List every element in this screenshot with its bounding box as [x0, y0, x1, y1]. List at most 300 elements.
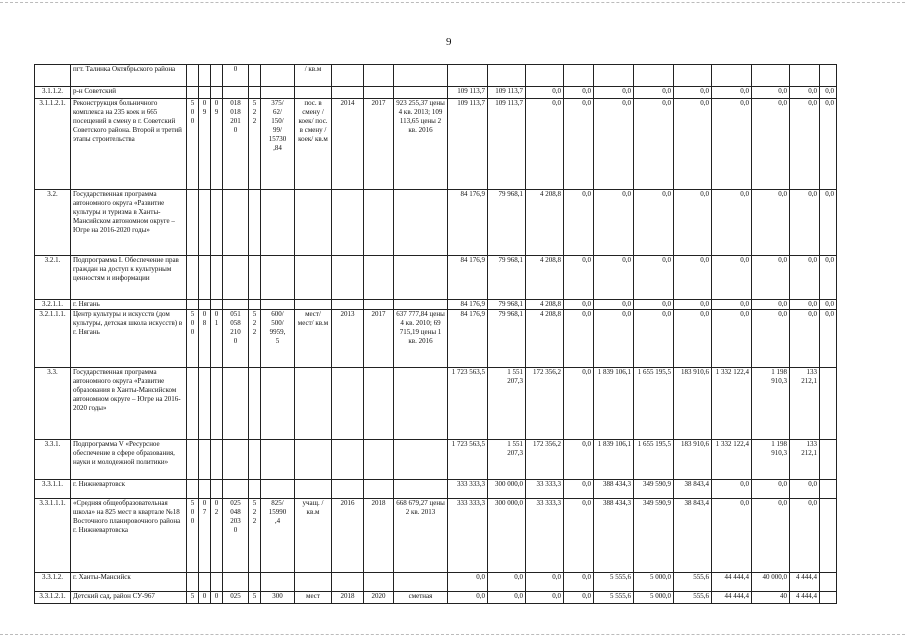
- table-cell: 0 9: [211, 99, 223, 190]
- table-row: [35, 368, 837, 440]
- table-cell: [199, 480, 211, 499]
- table-cell: 84 176,9: [448, 310, 488, 368]
- row-name-cell: Реконструкция больничного комплекса на 235 коек и 665 посещений в смену в г. Советский Советского района. Второй и третий этапы строительства: [71, 99, 187, 190]
- table-cell: [332, 480, 364, 499]
- table-cell: 300 000,0: [488, 480, 526, 499]
- table-cell: 0,0: [634, 300, 674, 310]
- table-cell: 2018: [364, 499, 394, 573]
- table-cell: 109 113,7: [448, 87, 488, 99]
- table-cell: [249, 256, 261, 300]
- table-cell: 2017: [364, 310, 394, 368]
- table-cell: [249, 87, 261, 99]
- table-cell: 0 7: [199, 499, 211, 573]
- table-cell: 0,0: [820, 87, 837, 99]
- table-row: [35, 256, 837, 300]
- table-cell: [223, 440, 249, 480]
- table-cell: 5 000,0: [634, 573, 674, 592]
- page-bottom-edge: [0, 634, 905, 635]
- table-cell: 0,0: [634, 310, 674, 368]
- table-cell: 109 113,7: [448, 99, 488, 190]
- table-cell: 2020: [364, 592, 394, 604]
- table-cell: [364, 300, 394, 310]
- table-cell: 0,0: [526, 573, 564, 592]
- table-cell: 4 444,4: [790, 592, 820, 604]
- table-cell: 5 000,0: [634, 592, 674, 604]
- table-cell: 300: [261, 592, 295, 604]
- table-cell: [364, 65, 394, 87]
- table-cell: 0,0: [752, 310, 790, 368]
- table-cell: [187, 300, 199, 310]
- table-row: [35, 592, 837, 604]
- row-name-cell: г. Нижневартовск: [71, 480, 187, 499]
- table-cell: 1 551 207,3: [488, 440, 526, 480]
- table-cell: [211, 368, 223, 440]
- table-cell: 1 839 106,1: [594, 440, 634, 480]
- row-name-cell: г. Ханты-Мансийск: [71, 573, 187, 592]
- table-cell: 0,0: [752, 256, 790, 300]
- table-cell: [249, 573, 261, 592]
- table-cell: 5 0 0: [187, 499, 199, 573]
- table-cell: [394, 573, 448, 592]
- table-cell: 0,0: [712, 310, 752, 368]
- row-code-cell: 3.3.1.1.: [35, 480, 71, 499]
- table-cell: [249, 440, 261, 480]
- table-cell: [199, 190, 211, 256]
- table-cell: [332, 300, 364, 310]
- table-cell: [223, 300, 249, 310]
- table-cell: 0,0: [564, 190, 594, 256]
- table-cell: 0,0: [564, 87, 594, 99]
- table-row: [35, 499, 837, 573]
- table-cell: [394, 256, 448, 300]
- table-cell: 79 968,1: [488, 300, 526, 310]
- table-cell: 0,0: [564, 499, 594, 573]
- table-cell: [187, 256, 199, 300]
- table-cell: [332, 190, 364, 256]
- table-cell: [394, 190, 448, 256]
- table-cell: 1 655 195,5: [634, 368, 674, 440]
- table-cell: 183 910,6: [674, 368, 712, 440]
- table-cell: [820, 592, 837, 604]
- table-cell: 0,0: [712, 300, 752, 310]
- table-cell: 0,0: [752, 99, 790, 190]
- table-cell: [295, 256, 332, 300]
- table-cell: 025: [223, 592, 249, 604]
- table-cell: 1 723 563,5: [448, 440, 488, 480]
- table-cell: 84 176,9: [448, 190, 488, 256]
- table-cell: 0,0: [712, 99, 752, 190]
- table-cell: 349 590,9: [634, 499, 674, 573]
- table-cell: 0,0: [674, 190, 712, 256]
- table-cell: 0 9: [199, 99, 211, 190]
- table-cell: мест: [295, 592, 332, 604]
- row-code-cell: 3.2.1.1.1.: [35, 310, 71, 368]
- table-cell: 025 048 203 0: [223, 499, 249, 573]
- table-cell: 84 176,9: [448, 300, 488, 310]
- table-cell: [394, 87, 448, 99]
- table-cell: 5 555,6: [594, 573, 634, 592]
- table-cell: 388 434,3: [594, 480, 634, 499]
- table-row: [35, 440, 837, 480]
- table-cell: [187, 87, 199, 99]
- row-code-cell: 3.2.: [35, 190, 71, 256]
- table-cell: [211, 300, 223, 310]
- table-cell: 0,0: [752, 300, 790, 310]
- table-cell: 0,0: [790, 99, 820, 190]
- table-cell: 84 176,9: [448, 256, 488, 300]
- table-cell: [199, 368, 211, 440]
- table-cell: [295, 87, 332, 99]
- table-cell: 0,0: [752, 190, 790, 256]
- table-cell: [364, 440, 394, 480]
- table-cell: [199, 300, 211, 310]
- table-cell: 0,0: [594, 300, 634, 310]
- table-cell: 0,0: [820, 99, 837, 190]
- table-cell: 5 2 2: [249, 499, 261, 573]
- table-cell: 0,0: [790, 480, 820, 499]
- table-cell: 79 968,1: [488, 310, 526, 368]
- table-cell: 300 000,0: [488, 499, 526, 573]
- table-cell: [211, 87, 223, 99]
- table-cell: 0 8: [199, 310, 211, 368]
- table-cell: [249, 65, 261, 87]
- page-top-edge: [0, 2, 905, 3]
- table-cell: 0,0: [564, 99, 594, 190]
- table-cell: [211, 256, 223, 300]
- table-cell: 388 434,3: [594, 499, 634, 573]
- table-cell: 5 0 0: [187, 99, 199, 190]
- table-cell: 0,0: [634, 190, 674, 256]
- table-cell: [526, 65, 564, 87]
- table-cell: 0 1: [211, 310, 223, 368]
- table-cell: 333 333,3: [448, 499, 488, 573]
- table-cell: 0,0: [594, 87, 634, 99]
- table-cell: [223, 256, 249, 300]
- table-cell: [820, 480, 837, 499]
- table-cell: 1 839 106,1: [594, 368, 634, 440]
- table-cell: 637 777,84 цены 4 кв. 2010; 69 715,19 цены 1 кв. 2016: [394, 310, 448, 368]
- table-cell: [394, 300, 448, 310]
- table-cell: [223, 87, 249, 99]
- table-cell: [211, 573, 223, 592]
- table-cell: [261, 300, 295, 310]
- table-cell: [211, 480, 223, 499]
- table-cell: [199, 87, 211, 99]
- table-cell: 0,0: [564, 368, 594, 440]
- table-cell: [199, 573, 211, 592]
- table-cell: 0,0: [594, 256, 634, 300]
- table-cell: [261, 65, 295, 87]
- table-row: [35, 573, 837, 592]
- table-cell: 0,0: [674, 87, 712, 99]
- table-cell: [332, 573, 364, 592]
- table-cell: [364, 573, 394, 592]
- table-cell: 0,0: [526, 87, 564, 99]
- table-cell: 5 0 0: [187, 310, 199, 368]
- table-cell: 668 679,27 цены 2 кв. 2013: [394, 499, 448, 573]
- table-cell: 5 2 2: [249, 99, 261, 190]
- table-cell: 183 910,6: [674, 440, 712, 480]
- table-cell: [564, 65, 594, 87]
- table-cell: [752, 65, 790, 87]
- table-cell: [295, 368, 332, 440]
- table-row: [35, 310, 837, 368]
- table-cell: 0,0: [712, 499, 752, 573]
- table-cell: [394, 65, 448, 87]
- table-cell: [820, 368, 837, 440]
- table-cell: [594, 65, 634, 87]
- table-cell: [295, 573, 332, 592]
- table-cell: [332, 440, 364, 480]
- table-cell: [448, 65, 488, 87]
- table-cell: 0,0: [564, 592, 594, 604]
- table-cell: [261, 87, 295, 99]
- table-cell: [187, 190, 199, 256]
- table-cell: [199, 65, 211, 87]
- table-cell: 109 113,7: [488, 99, 526, 190]
- table-row: [35, 300, 837, 310]
- table-cell: 018 018 201 0: [223, 99, 249, 190]
- row-code-cell: 3.3.1.1.1.: [35, 499, 71, 573]
- table-cell: [332, 368, 364, 440]
- table-cell: 0 2: [211, 499, 223, 573]
- table-cell: 0,0: [674, 310, 712, 368]
- row-name-cell: Государственная программа автономного округа «Развитие образования в Ханты-Мансийском автономном округе – Югре на 2016-2020 годы»: [71, 368, 187, 440]
- table-cell: 051 058 210 0: [223, 310, 249, 368]
- table-cell: [223, 573, 249, 592]
- table-cell: 0,0: [594, 310, 634, 368]
- table-cell: [295, 480, 332, 499]
- row-name-cell: «Средняя общеобразовательная школа» на 825 мест в квартале №18 Восточного планировочного района г. Нижневартовска: [71, 499, 187, 573]
- table-cell: 555,6: [674, 573, 712, 592]
- table-cell: 1 332 122,4: [712, 440, 752, 480]
- table-cell: 0,0: [752, 480, 790, 499]
- table-cell: [261, 573, 295, 592]
- table-cell: [211, 440, 223, 480]
- table-cell: 5: [187, 592, 199, 604]
- table-cell: [295, 440, 332, 480]
- row-code-cell: 3.3.1.2.1.: [35, 592, 71, 604]
- table-cell: 2014: [332, 99, 364, 190]
- table-cell: 0,0: [564, 256, 594, 300]
- row-name-cell: Подпрограмма V «Ресурсное обеспечение в сфере образования, науки и молодежной политики»: [71, 440, 187, 480]
- table-cell: 825/ 15990 ,4: [261, 499, 295, 573]
- row-name-cell: Подпрограмма I. Обеспечение прав граждан на доступ к культурным ценностям и информации: [71, 256, 187, 300]
- table-cell: 0,0: [790, 190, 820, 256]
- table-cell: 5: [249, 592, 261, 604]
- table-row: [35, 65, 837, 87]
- row-code-cell: 3.1.1.2.: [35, 87, 71, 99]
- table-cell: 1 332 122,4: [712, 368, 752, 440]
- table-cell: [820, 499, 837, 573]
- table-row: [35, 87, 837, 99]
- table-cell: [211, 65, 223, 87]
- table-cell: [394, 368, 448, 440]
- table-cell: 333 333,3: [448, 480, 488, 499]
- table-cell: [223, 368, 249, 440]
- row-name-cell: Центр культуры и искусств (дом культуры, детская школа искусств) в г. Нягань: [71, 310, 187, 368]
- table-cell: 33 333,3: [526, 480, 564, 499]
- table-cell: 4 208,8: [526, 190, 564, 256]
- table-cell: 2016: [332, 499, 364, 573]
- table-cell: 4 208,8: [526, 310, 564, 368]
- table-cell: 0,0: [488, 592, 526, 604]
- table-cell: 79 968,1: [488, 190, 526, 256]
- table-cell: [364, 480, 394, 499]
- table-cell: 0,0: [820, 310, 837, 368]
- row-name-cell: Государственная программа автономного округа «Развитие культуры и туризма в Ханты-Мансийском автономном округе – Югре на 2016-2020 годы»: [71, 190, 187, 256]
- table-cell: [187, 65, 199, 87]
- table-cell: 4 208,8: [526, 256, 564, 300]
- table-cell: 2017: [364, 99, 394, 190]
- table-cell: [261, 440, 295, 480]
- table-row: [35, 190, 837, 256]
- table-cell: 40 000,0: [752, 573, 790, 592]
- table-cell: [249, 190, 261, 256]
- table-cell: 0,0: [820, 256, 837, 300]
- table-cell: 0,0: [594, 190, 634, 256]
- table-cell: 0,0: [634, 256, 674, 300]
- table-cell: 0,0: [712, 87, 752, 99]
- table-cell: 0,0: [564, 310, 594, 368]
- table-cell: 109 113,7: [488, 87, 526, 99]
- table-cell: учащ. / кв.м: [295, 499, 332, 573]
- table-cell: [394, 480, 448, 499]
- table-cell: [187, 573, 199, 592]
- table-cell: [187, 368, 199, 440]
- table-cell: [332, 87, 364, 99]
- table-cell: 0,0: [752, 499, 790, 573]
- table-cell: 0,0: [448, 592, 488, 604]
- table-cell: 0,0: [790, 300, 820, 310]
- table-cell: 0,0: [790, 256, 820, 300]
- page-number: 9: [446, 36, 452, 48]
- row-code-cell: 3.1.1.2.1.: [35, 99, 71, 190]
- table-cell: 0: [223, 65, 249, 87]
- table-cell: [261, 368, 295, 440]
- table-cell: 33 333,3: [526, 499, 564, 573]
- table-cell: 4 444,4: [790, 573, 820, 592]
- table-cell: [223, 190, 249, 256]
- table-cell: [820, 573, 837, 592]
- table-cell: 0,0: [564, 300, 594, 310]
- table-cell: [364, 368, 394, 440]
- table-cell: 0,0: [634, 87, 674, 99]
- table-cell: 0,0: [448, 573, 488, 592]
- table-cell: 0,0: [564, 440, 594, 480]
- table-cell: 4 208,8: [526, 300, 564, 310]
- table-cell: [295, 300, 332, 310]
- table-cell: [249, 368, 261, 440]
- table-cell: 0,0: [790, 499, 820, 573]
- table-cell: [394, 440, 448, 480]
- table-cell: [249, 300, 261, 310]
- table-cell: [199, 256, 211, 300]
- table-cell: 0,0: [564, 480, 594, 499]
- table-cell: 40: [752, 592, 790, 604]
- row-code-cell: [35, 65, 71, 87]
- table-cell: [223, 480, 249, 499]
- table-cell: 1 198 910,3: [752, 440, 790, 480]
- table-cell: сметная: [394, 592, 448, 604]
- table-cell: 0,0: [594, 99, 634, 190]
- table-cell: [295, 190, 332, 256]
- table-cell: 44 444,4: [712, 573, 752, 592]
- table-cell: [249, 480, 261, 499]
- table-cell: 0: [211, 592, 223, 604]
- table-cell: [364, 190, 394, 256]
- table-cell: 172 356,2: [526, 440, 564, 480]
- table-cell: [187, 440, 199, 480]
- table-cell: [820, 440, 837, 480]
- table-cell: 375/ 62/ 150/ 99/ 15730 ,84: [261, 99, 295, 190]
- row-code-cell: 3.2.1.1.: [35, 300, 71, 310]
- table-cell: / кв.м: [295, 65, 332, 87]
- table-cell: 5 2 2: [249, 310, 261, 368]
- table-cell: [261, 480, 295, 499]
- table-cell: [187, 480, 199, 499]
- table-cell: [488, 65, 526, 87]
- table-cell: 133 212,1: [790, 368, 820, 440]
- table-cell: 172 356,2: [526, 368, 564, 440]
- table-cell: 349 590,9: [634, 480, 674, 499]
- table-row: [35, 480, 837, 499]
- table-cell: 0,0: [712, 256, 752, 300]
- table-cell: 555,6: [674, 592, 712, 604]
- table-cell: 5 555,6: [594, 592, 634, 604]
- table-cell: 0,0: [674, 99, 712, 190]
- row-name-cell: пгт. Талинка Октябрьского района: [71, 65, 187, 87]
- row-code-cell: 3.3.1.2.: [35, 573, 71, 592]
- row-code-cell: 3.3.1.: [35, 440, 71, 480]
- table-cell: [199, 440, 211, 480]
- table-cell: пос. в смену / коек/ пос. в смену / коек/ кв.м: [295, 99, 332, 190]
- row-name-cell: г. Нягань: [71, 300, 187, 310]
- row-name-cell: р-н Советский: [71, 87, 187, 99]
- table-cell: 0: [199, 592, 211, 604]
- table-cell: [364, 256, 394, 300]
- table-cell: 0,0: [820, 300, 837, 310]
- table-cell: 0,0: [526, 99, 564, 190]
- table-cell: 38 843,4: [674, 480, 712, 499]
- table-cell: [712, 65, 752, 87]
- table-cell: [790, 65, 820, 87]
- table-cell: 0,0: [712, 480, 752, 499]
- table-cell: 923 255,37 цены 4 кв. 2013; 109 113,65 цены 2 кв. 2016: [394, 99, 448, 190]
- table-cell: [634, 65, 674, 87]
- table-cell: [211, 190, 223, 256]
- table-cell: 2013: [332, 310, 364, 368]
- table-cell: мест/ мест/ кв.м: [295, 310, 332, 368]
- table-cell: [261, 256, 295, 300]
- table-cell: 0,0: [712, 190, 752, 256]
- investment-table: [34, 64, 837, 604]
- table-cell: 0,0: [526, 592, 564, 604]
- table-cell: 0,0: [488, 573, 526, 592]
- table-cell: 44 444,4: [712, 592, 752, 604]
- table-cell: 0,0: [564, 573, 594, 592]
- table-cell: 0,0: [674, 300, 712, 310]
- table-cell: [332, 256, 364, 300]
- table-cell: [820, 65, 837, 87]
- table-cell: 133 212,1: [790, 440, 820, 480]
- table-cell: [364, 87, 394, 99]
- table-cell: 0,0: [634, 99, 674, 190]
- table-cell: 1 723 563,5: [448, 368, 488, 440]
- table-cell: 0,0: [752, 87, 790, 99]
- table-cell: 2018: [332, 592, 364, 604]
- table-cell: 1 551 207,3: [488, 368, 526, 440]
